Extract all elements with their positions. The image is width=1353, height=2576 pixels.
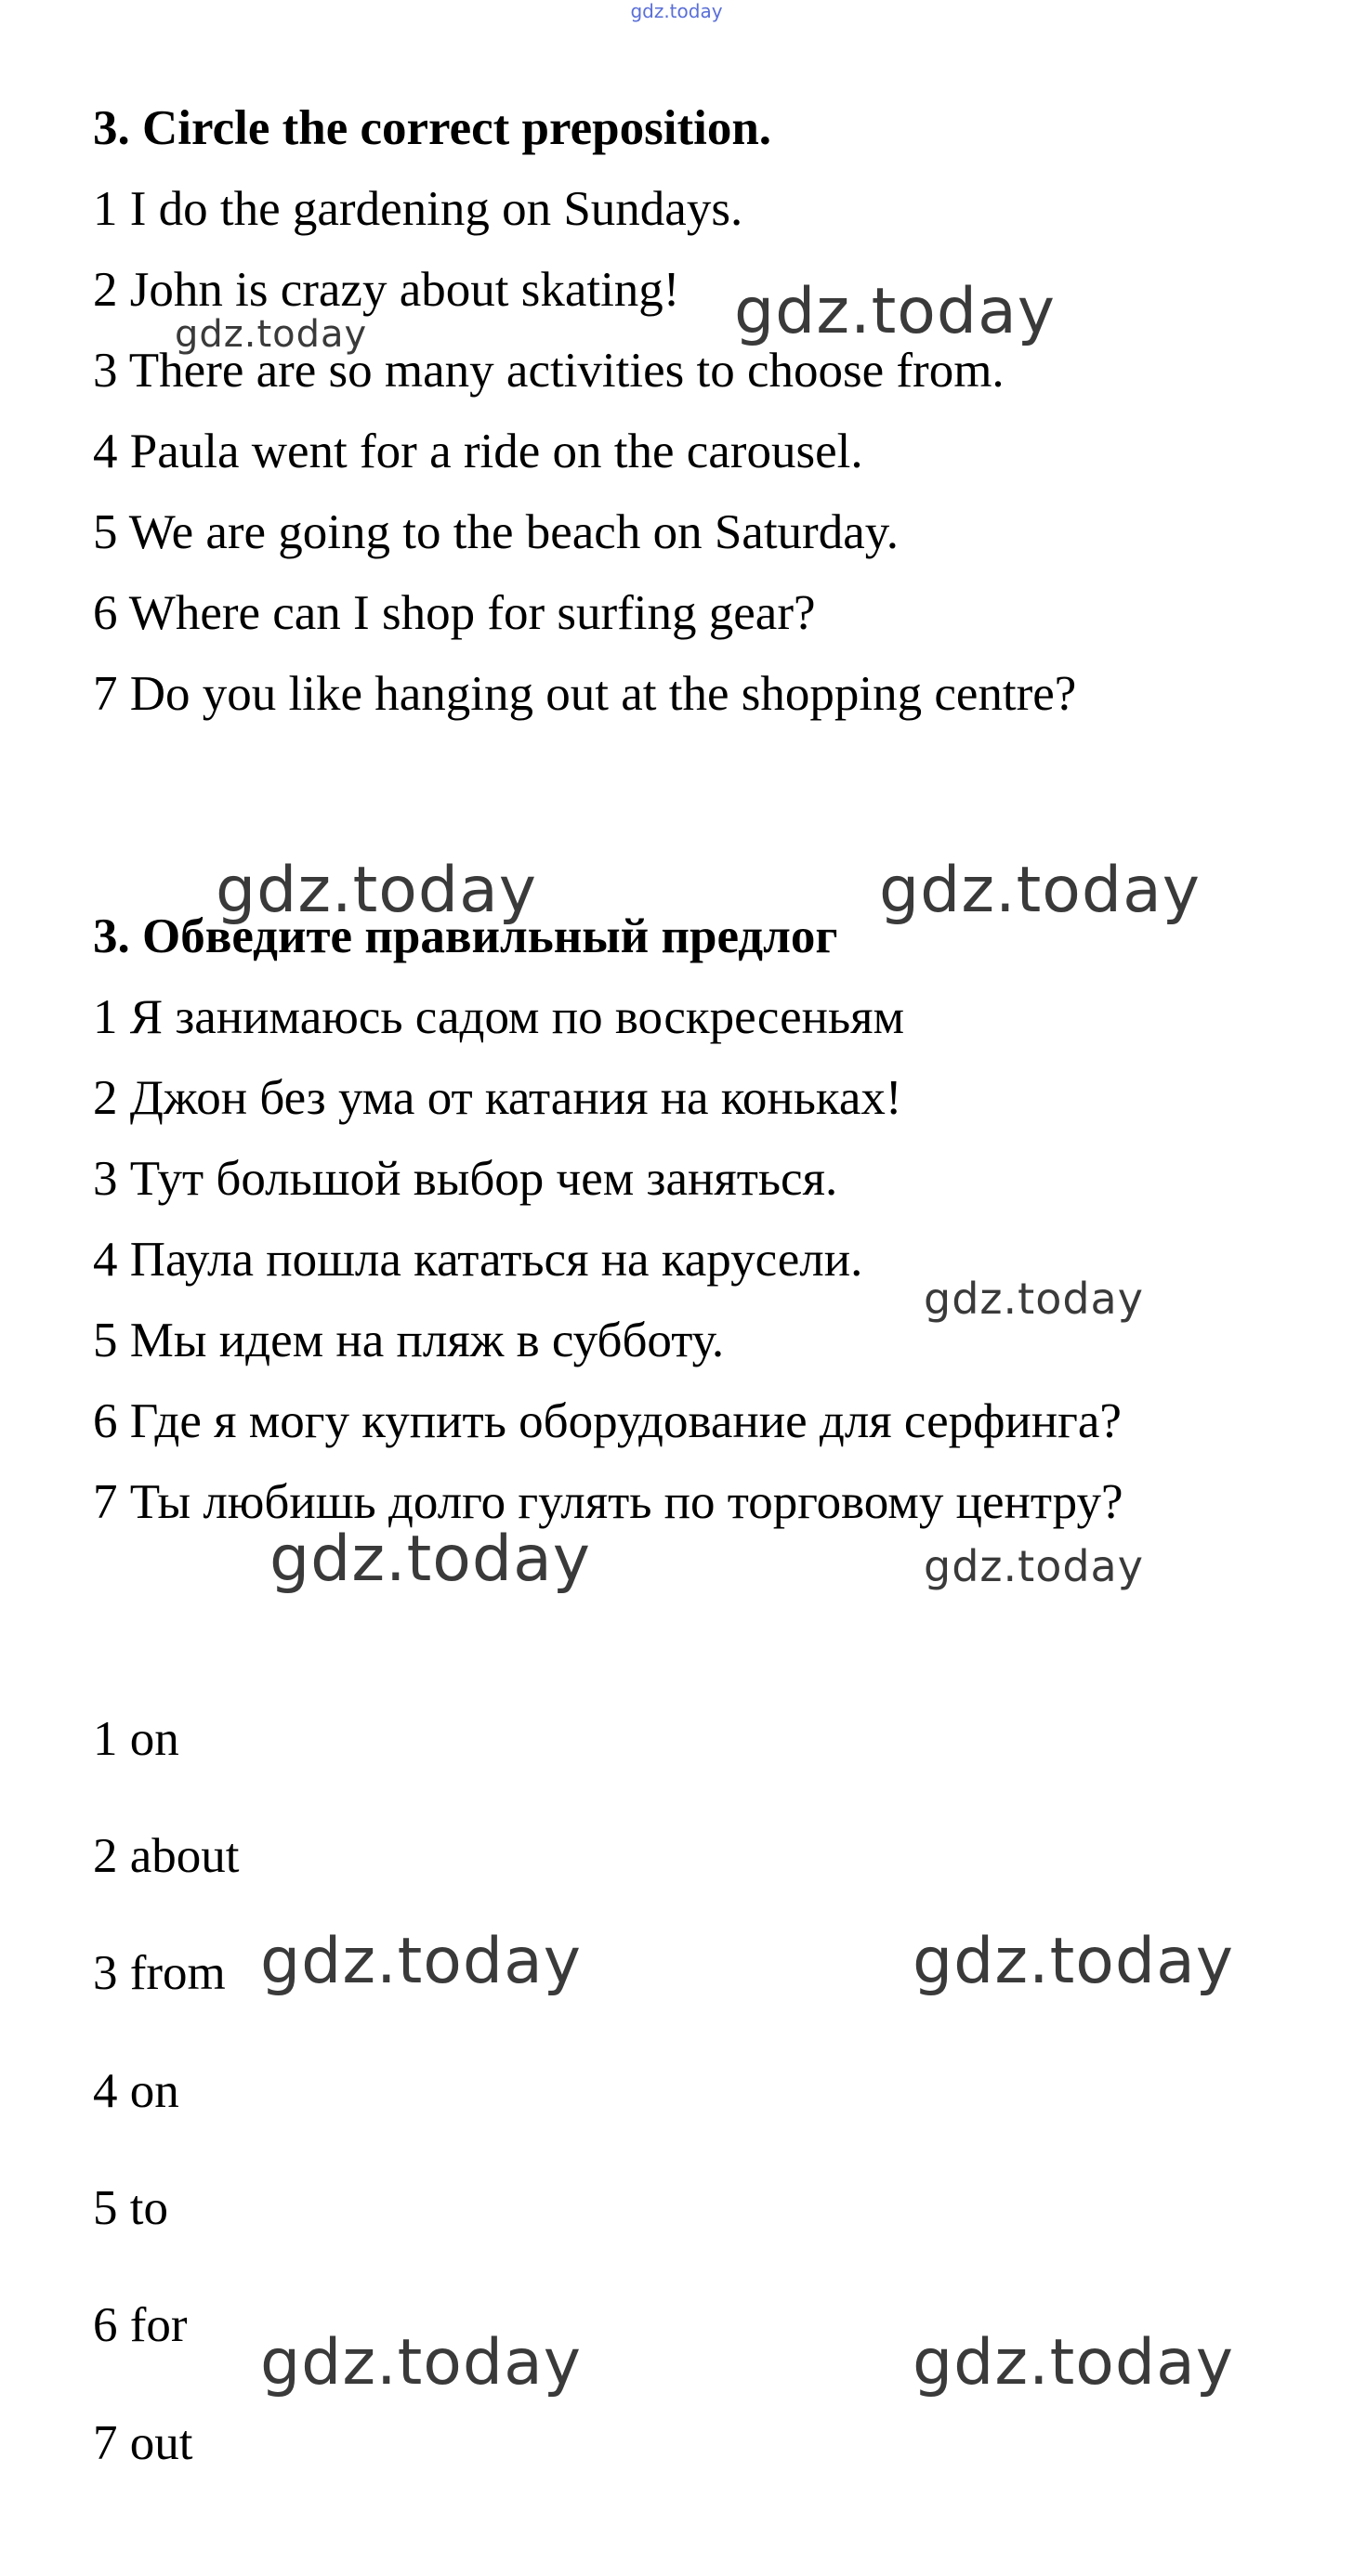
russian-item-2: 2 Джон без ума от катания на коньках! (93, 1071, 902, 1125)
russian-item-3: 3 Тут большой выбор чем заняться. (93, 1152, 838, 1206)
answer-1: 1 on (93, 1712, 179, 1766)
watermark: gdz.today (879, 854, 1201, 927)
watermark: gdz.today (924, 1541, 1144, 1591)
watermark: gdz.today (913, 2326, 1234, 2399)
watermark: gdz.today (734, 275, 1056, 348)
answer-3: 3 from (93, 1946, 226, 2000)
english-item-4: 4 Paula went for a ride on the carousel. (93, 425, 863, 478)
watermark: gdz.today (913, 1925, 1234, 1998)
russian-heading: 3. Обведите правильный предлог (93, 909, 838, 963)
watermark: gdz.today (216, 854, 537, 927)
russian-item-6: 6 Где я могу купить оборудование для серфинга? (93, 1394, 1122, 1448)
watermark: gdz.today (924, 1274, 1144, 1324)
answer-5: 5 to (93, 2181, 168, 2235)
english-item-1: 1 I do the gardening on Sundays. (93, 182, 743, 236)
russian-item-1: 1 Я занимаюсь садом по воскресеньям (93, 990, 905, 1044)
answer-6: 6 for (93, 2298, 188, 2352)
english-item-7: 7 Do you like hanging out at the shopping centre? (93, 667, 1077, 721)
russian-item-5: 5 Мы идем на пляж в субботу. (93, 1314, 725, 1367)
english-item-3: 3 There are so many activities to choose from. (93, 344, 1005, 398)
watermark: gdz.today (260, 2326, 582, 2399)
russian-item-4: 4 Паула пошла кататься на карусели. (93, 1233, 863, 1287)
english-item-2: 2 John is crazy about skating! (93, 263, 680, 317)
english-heading: 3. Circle the correct preposition. (93, 101, 772, 155)
answer-4: 4 on (93, 2064, 179, 2118)
watermark: gdz.today (175, 313, 368, 356)
watermark: gdz.today (269, 1523, 591, 1596)
answer-7: 7 out (93, 2416, 193, 2470)
site-watermark-top: gdz.today (630, 0, 723, 22)
answer-2: 2 about (93, 1829, 240, 1883)
russian-item-7: 7 Ты любишь долго гулять по торговому центру? (93, 1475, 1123, 1529)
watermark: gdz.today (260, 1925, 582, 1998)
english-item-6: 6 Where can I shop for surfing gear? (93, 586, 816, 640)
english-item-5: 5 We are going to the beach on Saturday. (93, 505, 900, 559)
